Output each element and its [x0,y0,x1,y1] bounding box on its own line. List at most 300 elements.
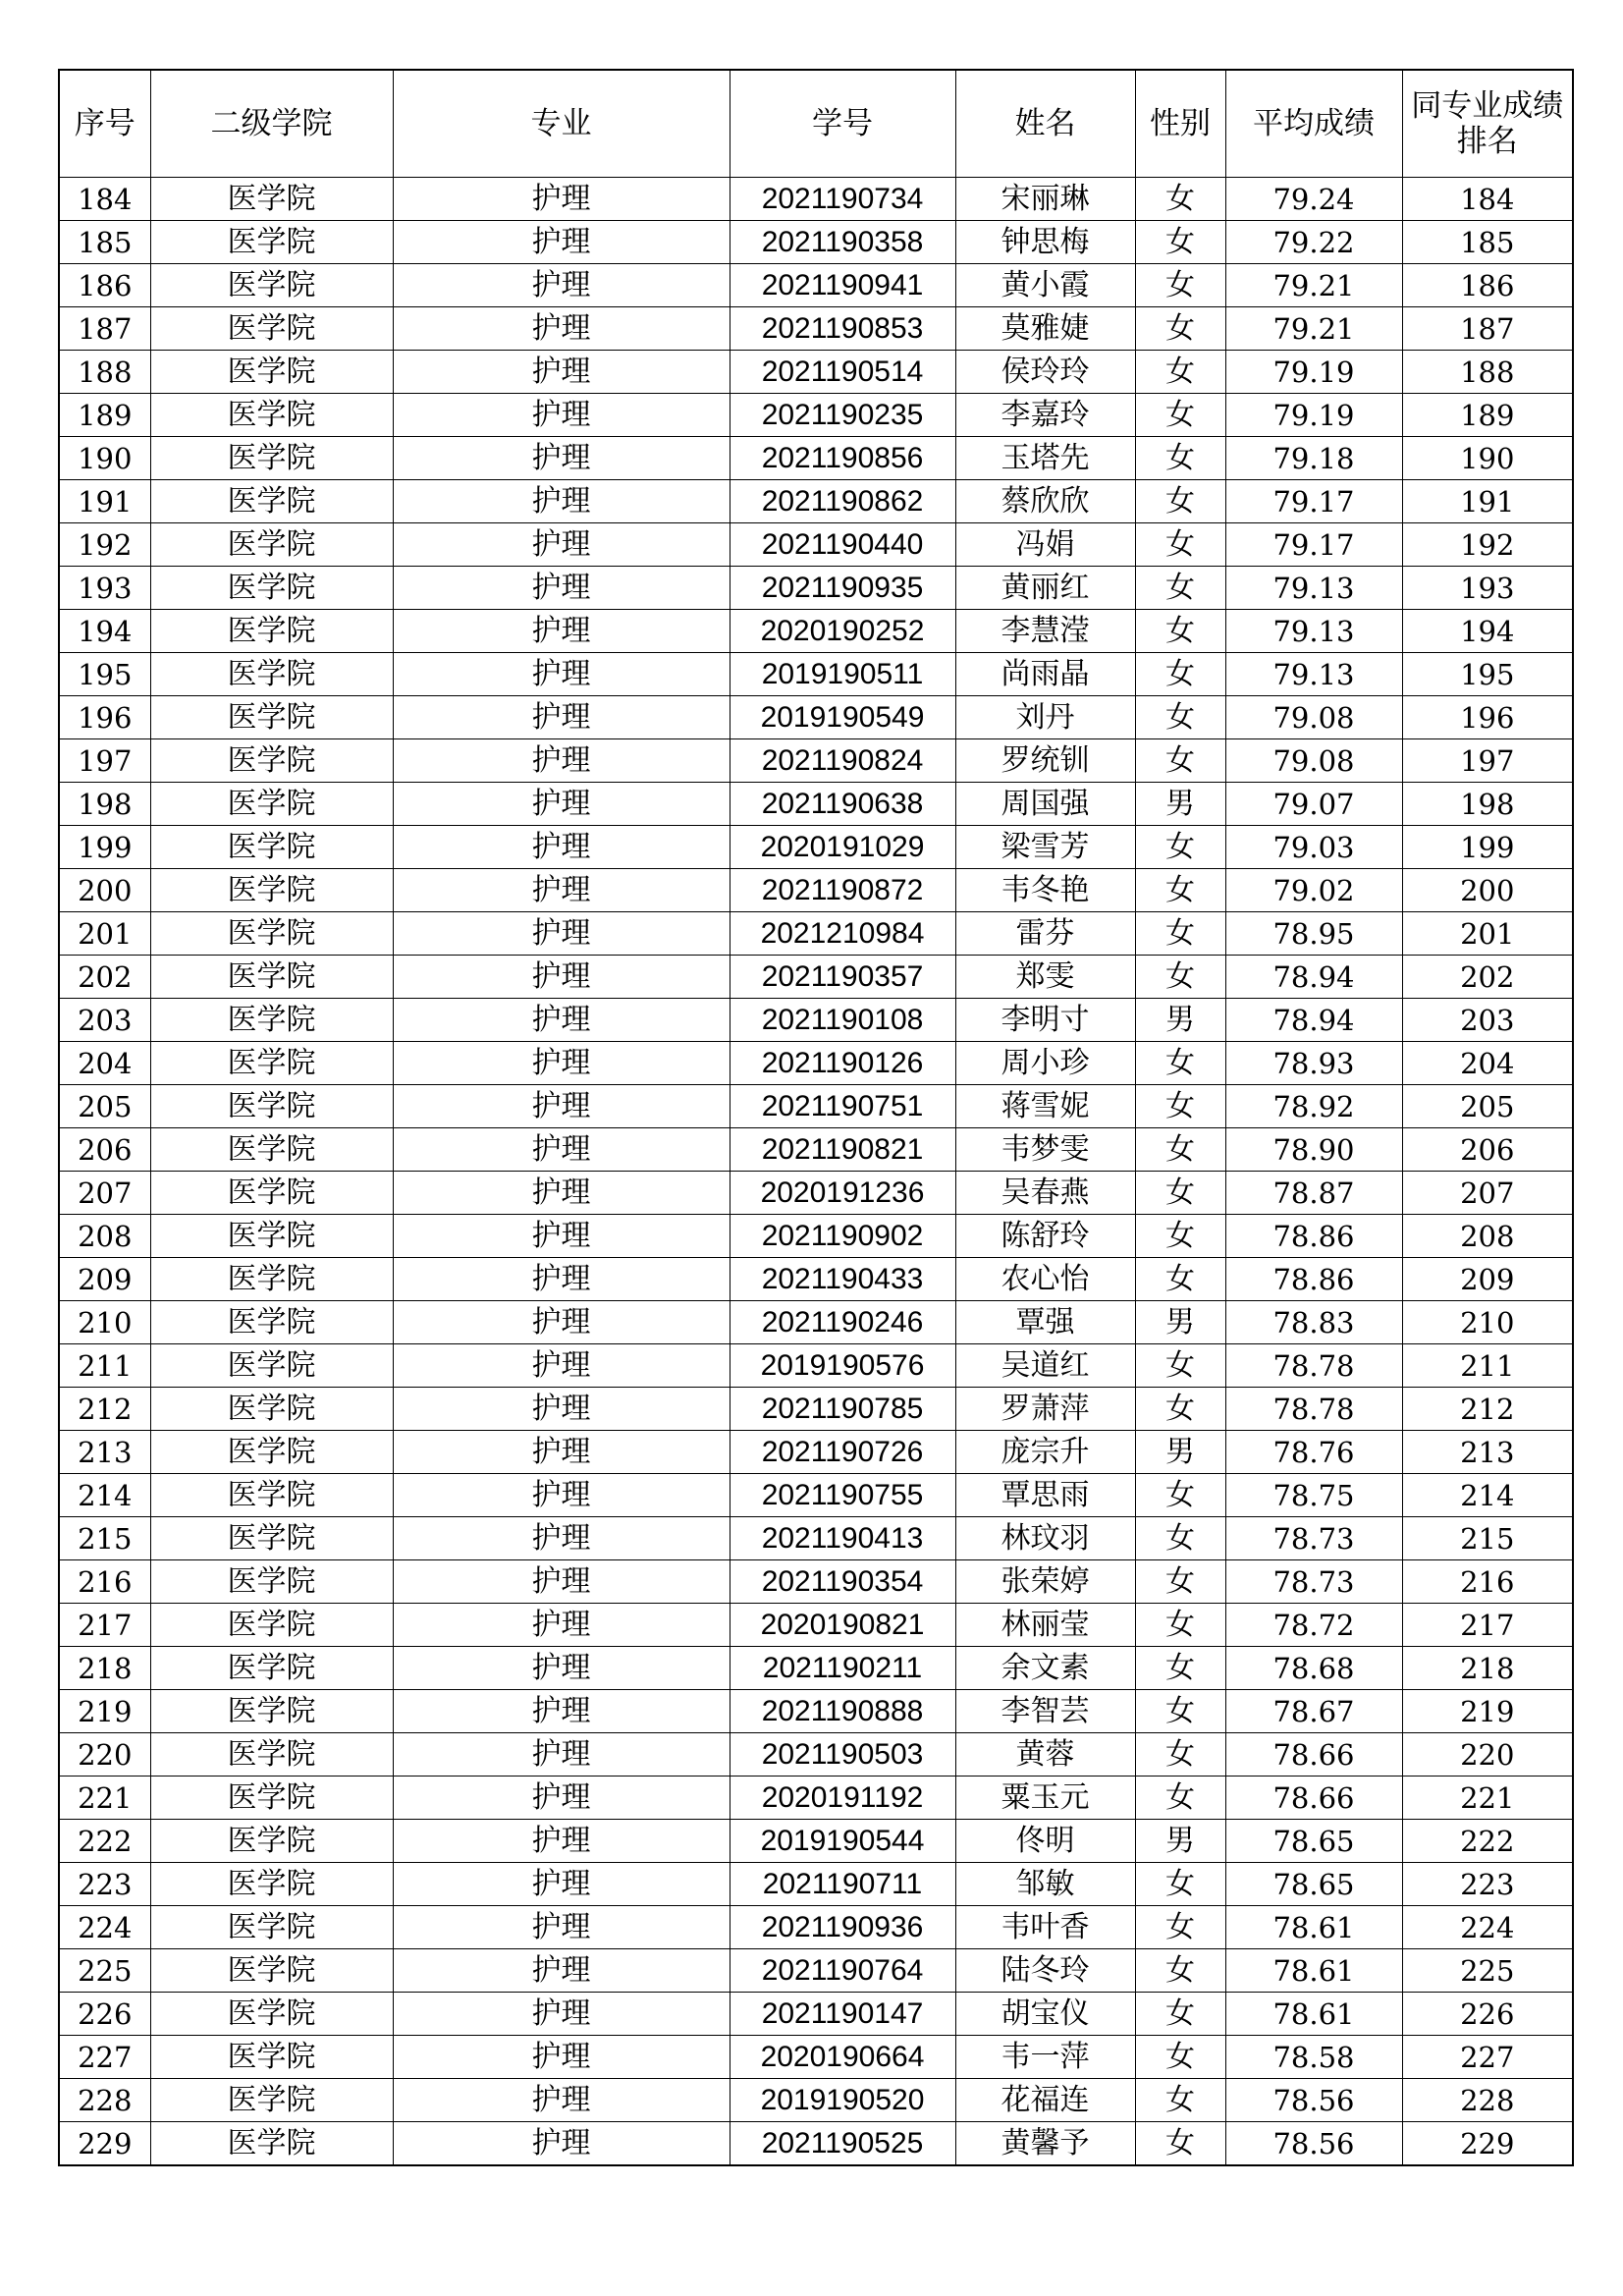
cell-major: 护理 [393,1863,730,1906]
cell-college: 医学院 [150,610,393,653]
cell-name: 庞宗升 [955,1431,1135,1474]
cell-average-score: 79.13 [1225,567,1402,610]
cell-college: 医学院 [150,1344,393,1388]
cell-name: 黄蓉 [955,1733,1135,1777]
cell-index: 227 [59,2036,150,2079]
cell-college: 医学院 [150,2036,393,2079]
cell-index: 194 [59,610,150,653]
cell-gender: 女 [1135,1517,1225,1560]
cell-index: 185 [59,221,150,264]
cell-college: 医学院 [150,999,393,1042]
cell-average-score: 78.56 [1225,2079,1402,2122]
cell-gender: 女 [1135,826,1225,869]
cell-major-rank: 208 [1402,1215,1573,1258]
cell-gender: 女 [1135,480,1225,523]
cell-student-id: 2021190888 [730,1690,955,1733]
cell-major-rank: 224 [1402,1906,1573,1949]
cell-major: 护理 [393,1604,730,1647]
cell-student-id: 2021190126 [730,1042,955,1085]
cell-gender: 女 [1135,1993,1225,2036]
cell-name: 陆冬玲 [955,1949,1135,1993]
cell-major-rank: 199 [1402,826,1573,869]
cell-student-id: 2021190764 [730,1949,955,1993]
cell-major: 护理 [393,956,730,999]
header-gender: 性别 [1135,70,1225,178]
table-row [59,2036,1573,2079]
cell-student-id: 2019190520 [730,2079,955,2122]
cell-name: 李智芸 [955,1690,1135,1733]
cell-major-rank: 220 [1402,1733,1573,1777]
cell-name: 李明寸 [955,999,1135,1042]
cell-major: 护理 [393,739,730,783]
cell-major: 护理 [393,221,730,264]
cell-index: 221 [59,1777,150,1820]
cell-gender: 女 [1135,1863,1225,1906]
table-row [59,1777,1573,1820]
cell-major-rank: 213 [1402,1431,1573,1474]
table-row [59,567,1573,610]
cell-index: 211 [59,1344,150,1388]
cell-index: 195 [59,653,150,696]
table-row [59,1172,1573,1215]
cell-gender: 女 [1135,567,1225,610]
cell-index: 207 [59,1172,150,1215]
cell-gender: 女 [1135,1085,1225,1128]
cell-college: 医学院 [150,956,393,999]
cell-college: 医学院 [150,1604,393,1647]
cell-student-id: 2021190853 [730,307,955,351]
cell-major-rank: 218 [1402,1647,1573,1690]
cell-name: 黄馨予 [955,2122,1135,2166]
cell-major-rank: 227 [1402,2036,1573,2079]
cell-index: 222 [59,1820,150,1863]
cell-major-rank: 184 [1402,178,1573,221]
cell-major: 护理 [393,1777,730,1820]
table-row [59,1474,1573,1517]
header-major: 专业 [393,70,730,178]
cell-student-id: 2021190525 [730,2122,955,2166]
cell-college: 医学院 [150,1993,393,2036]
cell-major: 护理 [393,2079,730,2122]
cell-gender: 女 [1135,956,1225,999]
table-row [59,1215,1573,1258]
cell-name: 韦冬艳 [955,869,1135,912]
cell-gender: 男 [1135,1301,1225,1344]
cell-student-id: 2021190354 [730,1560,955,1604]
cell-gender: 女 [1135,1560,1225,1604]
cell-major: 护理 [393,351,730,394]
cell-gender: 女 [1135,1042,1225,1085]
cell-average-score: 78.92 [1225,1085,1402,1128]
cell-major: 护理 [393,567,730,610]
cell-student-id: 2021190902 [730,1215,955,1258]
table-row [59,1863,1573,1906]
cell-name: 覃思雨 [955,1474,1135,1517]
table-row [59,1647,1573,1690]
cell-major: 护理 [393,1085,730,1128]
cell-major-rank: 192 [1402,523,1573,567]
table-body [59,178,1573,2166]
cell-average-score: 78.65 [1225,1820,1402,1863]
cell-name: 周国强 [955,783,1135,826]
cell-average-score: 79.24 [1225,178,1402,221]
cell-gender: 女 [1135,696,1225,739]
cell-average-score: 79.03 [1225,826,1402,869]
table-row [59,307,1573,351]
cell-index: 216 [59,1560,150,1604]
cell-index: 225 [59,1949,150,1993]
cell-name: 刘丹 [955,696,1135,739]
cell-college: 医学院 [150,1863,393,1906]
cell-major-rank: 215 [1402,1517,1573,1560]
cell-gender: 女 [1135,1128,1225,1172]
cell-name: 胡宝仪 [955,1993,1135,2036]
cell-name: 农心怡 [955,1258,1135,1301]
cell-gender: 女 [1135,178,1225,221]
cell-major-rank: 189 [1402,394,1573,437]
cell-student-id: 2021190433 [730,1258,955,1301]
cell-name: 梁雪芳 [955,826,1135,869]
cell-average-score: 78.87 [1225,1172,1402,1215]
cell-average-score: 78.68 [1225,1647,1402,1690]
cell-major-rank: 201 [1402,912,1573,956]
cell-major-rank: 221 [1402,1777,1573,1820]
cell-average-score: 78.66 [1225,1777,1402,1820]
cell-major-rank: 229 [1402,2122,1573,2166]
cell-name: 郑雯 [955,956,1135,999]
cell-student-id: 2021210984 [730,912,955,956]
cell-college: 医学院 [150,653,393,696]
cell-student-id: 2021190246 [730,1301,955,1344]
table-row [59,1560,1573,1604]
cell-major: 护理 [393,307,730,351]
cell-college: 医学院 [150,1128,393,1172]
cell-major: 护理 [393,696,730,739]
cell-index: 209 [59,1258,150,1301]
cell-gender: 女 [1135,1733,1225,1777]
cell-average-score: 78.78 [1225,1388,1402,1431]
cell-name: 莫雅婕 [955,307,1135,351]
cell-name: 黄小霞 [955,264,1135,307]
table-row [59,480,1573,523]
table-row [59,523,1573,567]
table-row [59,739,1573,783]
cell-major: 护理 [393,1388,730,1431]
table-row [59,999,1573,1042]
cell-student-id: 2020190821 [730,1604,955,1647]
cell-major: 护理 [393,264,730,307]
cell-average-score: 78.72 [1225,1604,1402,1647]
cell-name: 张荣婷 [955,1560,1135,1604]
cell-major-rank: 223 [1402,1863,1573,1906]
cell-name: 李嘉玲 [955,394,1135,437]
cell-student-id: 2020190664 [730,2036,955,2079]
cell-college: 医学院 [150,1820,393,1863]
cell-major: 护理 [393,480,730,523]
table-row [59,2079,1573,2122]
cell-name: 罗统钏 [955,739,1135,783]
cell-index: 205 [59,1085,150,1128]
cell-college: 医学院 [150,912,393,956]
cell-index: 196 [59,696,150,739]
cell-gender: 女 [1135,307,1225,351]
cell-college: 医学院 [150,437,393,480]
table-row [59,2122,1573,2166]
cell-index: 208 [59,1215,150,1258]
cell-index: 204 [59,1042,150,1085]
table-row [59,178,1573,221]
cell-major-rank: 203 [1402,999,1573,1042]
cell-index: 210 [59,1301,150,1344]
cell-gender: 女 [1135,523,1225,567]
cell-major-rank: 191 [1402,480,1573,523]
cell-major: 护理 [393,783,730,826]
cell-index: 223 [59,1863,150,1906]
cell-index: 192 [59,523,150,567]
cell-gender: 女 [1135,1344,1225,1388]
cell-index: 202 [59,956,150,999]
cell-gender: 女 [1135,610,1225,653]
table-row [59,1344,1573,1388]
table-row [59,221,1573,264]
cell-name: 吴道红 [955,1344,1135,1388]
cell-index: 184 [59,178,150,221]
cell-average-score: 79.07 [1225,783,1402,826]
cell-major: 护理 [393,523,730,567]
cell-major: 护理 [393,1733,730,1777]
cell-major: 护理 [393,1906,730,1949]
cell-gender: 女 [1135,2122,1225,2166]
table-row [59,1042,1573,1085]
cell-major: 护理 [393,1820,730,1863]
cell-average-score: 78.58 [1225,2036,1402,2079]
cell-major: 护理 [393,1993,730,2036]
cell-major: 护理 [393,912,730,956]
cell-average-score: 79.21 [1225,264,1402,307]
cell-student-id: 2020191029 [730,826,955,869]
cell-name: 余文素 [955,1647,1135,1690]
table-row [59,1388,1573,1431]
cell-average-score: 79.02 [1225,869,1402,912]
cell-major-rank: 226 [1402,1993,1573,2036]
cell-major-rank: 204 [1402,1042,1573,1085]
cell-student-id: 2021190711 [730,1863,955,1906]
cell-gender: 女 [1135,2079,1225,2122]
cell-college: 医学院 [150,1431,393,1474]
cell-major-rank: 185 [1402,221,1573,264]
cell-student-id: 2020191192 [730,1777,955,1820]
cell-student-id: 2019190576 [730,1344,955,1388]
cell-average-score: 78.93 [1225,1042,1402,1085]
table-row [59,912,1573,956]
cell-average-score: 78.83 [1225,1301,1402,1344]
cell-gender: 男 [1135,783,1225,826]
cell-name: 罗萧萍 [955,1388,1135,1431]
cell-major-rank: 193 [1402,567,1573,610]
cell-name: 李慧滢 [955,610,1135,653]
cell-major: 护理 [393,1215,730,1258]
table-row [59,1431,1573,1474]
cell-major: 护理 [393,1517,730,1560]
cell-major-rank: 188 [1402,351,1573,394]
cell-major-rank: 217 [1402,1604,1573,1647]
cell-college: 医学院 [150,739,393,783]
cell-average-score: 78.67 [1225,1690,1402,1733]
header-index: 序号 [59,70,150,178]
cell-college: 医学院 [150,783,393,826]
cell-student-id: 2021190638 [730,783,955,826]
cell-gender: 女 [1135,1647,1225,1690]
cell-index: 198 [59,783,150,826]
cell-major-rank: 190 [1402,437,1573,480]
cell-gender: 男 [1135,999,1225,1042]
table-row [59,1604,1573,1647]
cell-college: 医学院 [150,264,393,307]
cell-student-id: 2019190511 [730,653,955,696]
cell-major-rank: 214 [1402,1474,1573,1517]
cell-name: 覃强 [955,1301,1135,1344]
cell-student-id: 2021190440 [730,523,955,567]
cell-gender: 男 [1135,1431,1225,1474]
cell-name: 玉塔先 [955,437,1135,480]
cell-index: 203 [59,999,150,1042]
cell-college: 医学院 [150,1647,393,1690]
table-row [59,1517,1573,1560]
cell-index: 206 [59,1128,150,1172]
cell-college: 医学院 [150,1733,393,1777]
cell-student-id: 2021190824 [730,739,955,783]
cell-major: 护理 [393,1690,730,1733]
cell-gender: 女 [1135,1949,1225,1993]
cell-index: 228 [59,2079,150,2122]
cell-college: 医学院 [150,1690,393,1733]
cell-college: 医学院 [150,480,393,523]
cell-name: 蒋雪妮 [955,1085,1135,1128]
cell-college: 医学院 [150,523,393,567]
cell-college: 医学院 [150,1777,393,1820]
cell-average-score: 79.17 [1225,480,1402,523]
cell-index: 226 [59,1993,150,2036]
cell-gender: 女 [1135,2036,1225,2079]
cell-average-score: 78.61 [1225,1949,1402,1993]
cell-name: 花福连 [955,2079,1135,2122]
cell-index: 220 [59,1733,150,1777]
table-row [59,1949,1573,1993]
cell-major: 护理 [393,826,730,869]
cell-college: 医学院 [150,2079,393,2122]
cell-major-rank: 209 [1402,1258,1573,1301]
cell-average-score: 78.61 [1225,1993,1402,2036]
cell-average-score: 79.13 [1225,653,1402,696]
cell-major-rank: 210 [1402,1301,1573,1344]
header-major-rank: 同专业成绩排名 [1402,70,1573,178]
cell-average-score: 79.17 [1225,523,1402,567]
cell-index: 187 [59,307,150,351]
cell-major-rank: 195 [1402,653,1573,696]
cell-name: 黄丽红 [955,567,1135,610]
cell-average-score: 78.90 [1225,1128,1402,1172]
cell-index: 217 [59,1604,150,1647]
cell-major-rank: 206 [1402,1128,1573,1172]
cell-average-score: 79.21 [1225,307,1402,351]
cell-average-score: 79.22 [1225,221,1402,264]
header-average-score: 平均成绩 [1225,70,1402,178]
cell-major-rank: 187 [1402,307,1573,351]
cell-major: 护理 [393,1474,730,1517]
cell-average-score: 78.86 [1225,1258,1402,1301]
cell-major: 护理 [393,1172,730,1215]
cell-name: 林丽莹 [955,1604,1135,1647]
cell-average-score: 79.13 [1225,610,1402,653]
cell-index: 199 [59,826,150,869]
cell-major: 护理 [393,437,730,480]
table-row [59,826,1573,869]
cell-college: 医学院 [150,1085,393,1128]
cell-major: 护理 [393,999,730,1042]
header-college: 二级学院 [150,70,393,178]
cell-average-score: 79.19 [1225,351,1402,394]
cell-major: 护理 [393,1301,730,1344]
cell-major-rank: 219 [1402,1690,1573,1733]
score-ranking-table [58,69,1574,2166]
table-row [59,1301,1573,1344]
cell-student-id: 2021190503 [730,1733,955,1777]
header-name: 姓名 [955,70,1135,178]
cell-gender: 女 [1135,437,1225,480]
cell-college: 医学院 [150,394,393,437]
cell-name: 林玟羽 [955,1517,1135,1560]
cell-major-rank: 212 [1402,1388,1573,1431]
cell-average-score: 78.61 [1225,1906,1402,1949]
table-row [59,653,1573,696]
cell-name: 吴春燕 [955,1172,1135,1215]
cell-gender: 女 [1135,351,1225,394]
cell-student-id: 2021190785 [730,1388,955,1431]
cell-student-id: 2021190935 [730,567,955,610]
cell-student-id: 2019190544 [730,1820,955,1863]
cell-index: 212 [59,1388,150,1431]
cell-gender: 女 [1135,869,1225,912]
cell-major: 护理 [393,2122,730,2166]
cell-gender: 女 [1135,653,1225,696]
cell-major-rank: 198 [1402,783,1573,826]
cell-average-score: 78.73 [1225,1517,1402,1560]
cell-major: 护理 [393,1431,730,1474]
cell-college: 医学院 [150,1388,393,1431]
cell-major: 护理 [393,653,730,696]
cell-gender: 男 [1135,1820,1225,1863]
cell-student-id: 2020190252 [730,610,955,653]
cell-college: 医学院 [150,2122,393,2166]
cell-major: 护理 [393,1647,730,1690]
cell-gender: 女 [1135,1215,1225,1258]
cell-name: 佟明 [955,1820,1135,1863]
cell-gender: 女 [1135,1777,1225,1820]
cell-average-score: 78.78 [1225,1344,1402,1388]
cell-index: 200 [59,869,150,912]
cell-name: 韦叶香 [955,1906,1135,1949]
cell-gender: 女 [1135,264,1225,307]
cell-major: 护理 [393,2036,730,2079]
cell-gender: 女 [1135,1172,1225,1215]
cell-college: 医学院 [150,1906,393,1949]
cell-student-id: 2021190941 [730,264,955,307]
cell-student-id: 2021190235 [730,394,955,437]
table-row [59,437,1573,480]
cell-major-rank: 200 [1402,869,1573,912]
cell-student-id: 2021190734 [730,178,955,221]
cell-average-score: 78.76 [1225,1431,1402,1474]
